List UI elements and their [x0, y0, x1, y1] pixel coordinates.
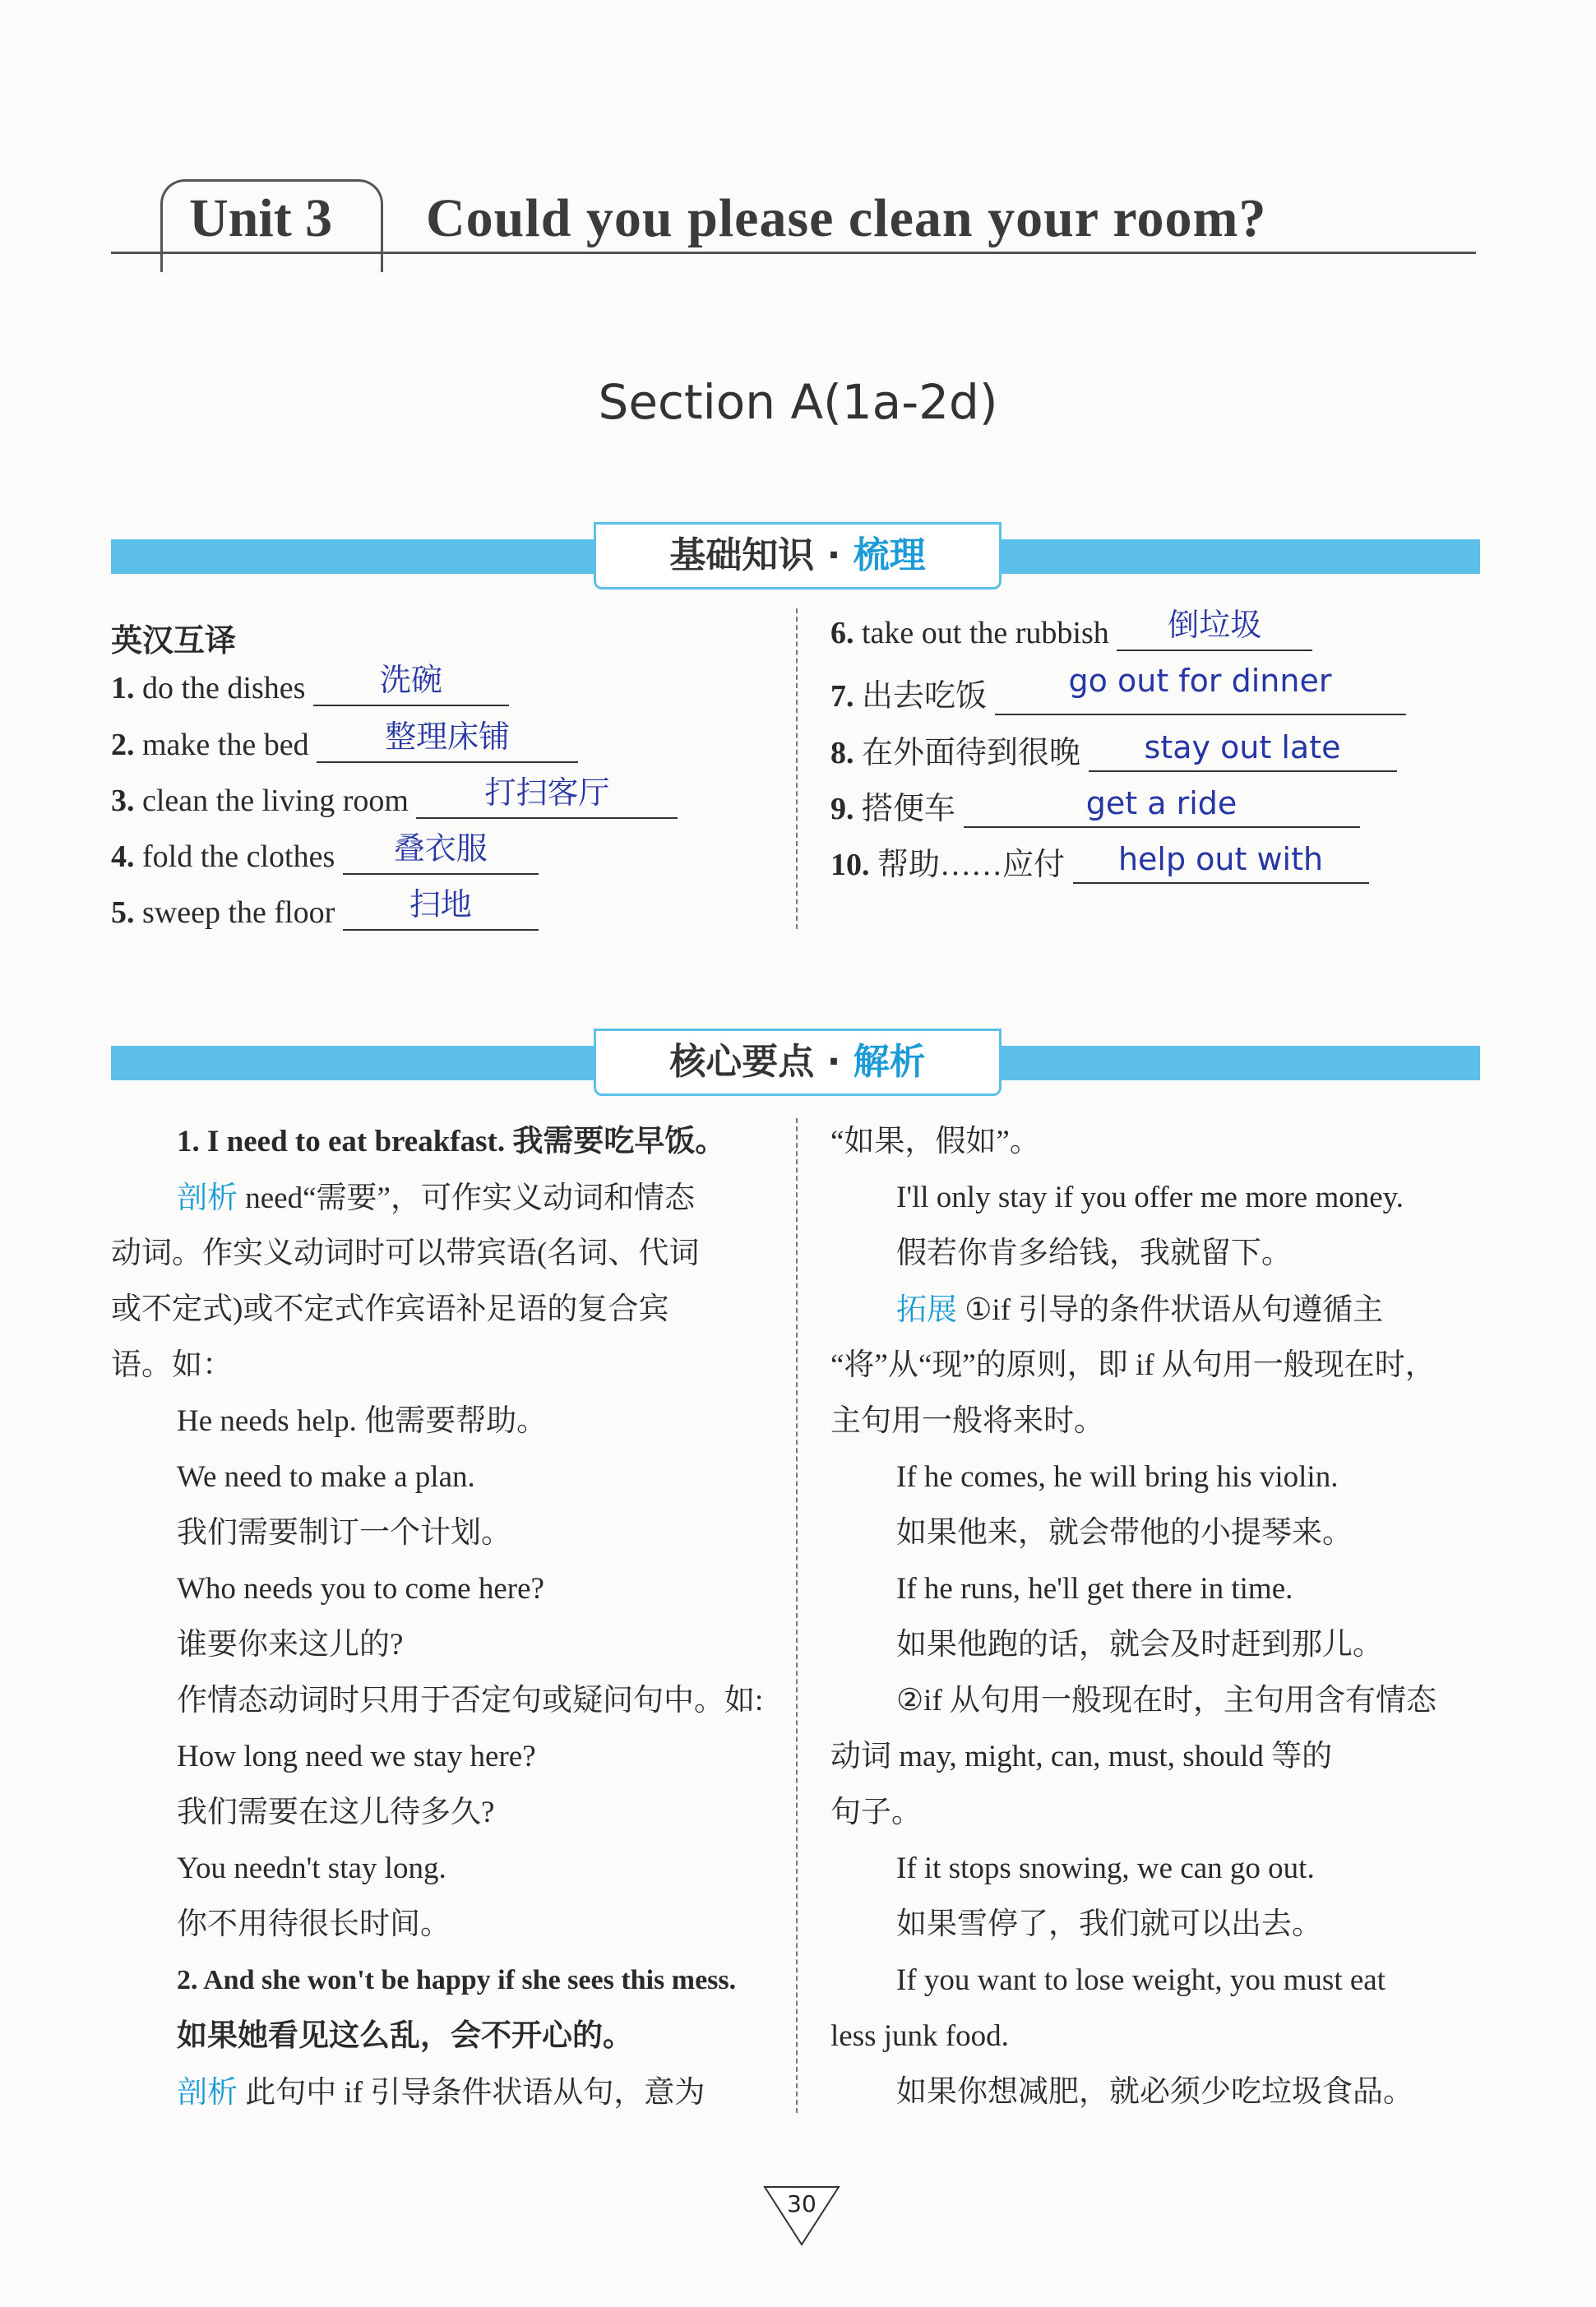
point-2-translation: 如果她看见这么乱，会不开心的。 [177, 2019, 633, 2053]
vocab-item-5: 5. sweep the floor 扫地 [111, 895, 539, 931]
page-number: 30 [787, 2190, 817, 2217]
answer: get a ride [1085, 785, 1237, 821]
example-line: He needs help. 他需要帮助。 [177, 1404, 548, 1438]
answer: 打扫客厅 [484, 774, 610, 811]
answer: 洗碗 [379, 662, 442, 698]
extension-line: 动词 may, might, can, must, should 等的 [830, 1740, 1333, 1773]
example-line: 如果他跑的话，就会及时赶到那儿。 [896, 1628, 1383, 1662]
example-line: I'll only stay if you offer me more money. [896, 1181, 1404, 1214]
vocab-item-10: 10. 帮助……应付 help out with [830, 839, 1369, 884]
vocab-item-2: 2. make the bed 整理床铺 [111, 727, 578, 763]
vocab-item-7: 7. 出去吃饭 go out for dinner [830, 670, 1406, 715]
vocab-item-3: 3. clean the living room 打扫客厅 [111, 783, 678, 819]
analysis-line: 剖析 此句中 if 引导条件状语从句，意为 [177, 2074, 705, 2110]
example-line: Who needs you to come here? [177, 1572, 544, 1606]
example-line: 如果你想减肥，就必须少吃垃圾食品。 [896, 2075, 1413, 2109]
analysis-tag: 剖析 [177, 2074, 238, 2110]
column-divider [796, 1118, 798, 2113]
extension-line: 主句用一般将来时。 [830, 1404, 1104, 1438]
analysis-line: 剖析 need“需要”，可作实义动词和情态 [177, 1180, 695, 1215]
analysis-line: “如果，假如”。 [830, 1125, 1040, 1158]
banner-1-highlight: 梳理 [853, 534, 926, 576]
vocab-item-8: 8. 在外面待到很晚 stay out late [830, 727, 1397, 772]
example-line: How long need we stay here? [177, 1740, 536, 1773]
example-line: 假若你肯多给钱，我就留下。 [896, 1237, 1292, 1270]
section-title: Section A(1a-2d) [598, 374, 998, 430]
extension-line: ②if 从句用一般现在时，主句用含有情态 [896, 1684, 1437, 1718]
banner-badge-1 [594, 522, 1002, 589]
extension-line: 拓展 ①if 引导的条件状语从句遵循主 [896, 1292, 1384, 1327]
analysis-line: 语。如： [111, 1348, 233, 1382]
banner-badge-2 [594, 1029, 1002, 1096]
example-line: 谁要你来这儿的? [177, 1628, 404, 1662]
vocab-item-1: 1. do the dishes 洗碗 [111, 670, 509, 706]
analysis-line: 动词。作实义动词时可以带宾语(名词、代词 [111, 1237, 700, 1270]
answer: 整理床铺 [385, 719, 511, 755]
answer: help out with [1117, 841, 1324, 877]
answer: 叠衣服 [393, 830, 488, 867]
answer: 倒垃圾 [1168, 607, 1262, 643]
example-line: 如果他来，就会带他的小提琴来。 [896, 1516, 1353, 1550]
example-line: If he comes, he will bring his violin. [896, 1460, 1339, 1494]
analysis-line: 或不定式)或不定式作宾语补足语的复合宾 [111, 1292, 669, 1326]
point-2-heading: 2. And she won't be happy if she sees this mess. [177, 1965, 737, 1995]
answer: go out for dinner [1068, 663, 1332, 699]
vocab-item-9: 9. 搭便车 get a ride [830, 783, 1360, 828]
extension-line: 句子。 [830, 1796, 922, 1829]
extension-line: “将”从“现”的原则，即 if 从句用一般现在时， [830, 1348, 1436, 1382]
analysis-line: 作情态动词时只用于否定句或疑问句中。如: [177, 1684, 764, 1718]
vocab-divider [796, 608, 798, 929]
banner-2-label: 核心要点 · [669, 1041, 854, 1083]
example-line: You needn't stay long. [177, 1852, 446, 1885]
banner-1-label: 基础知识 · [669, 534, 854, 576]
extension-tag: 拓展 [896, 1292, 957, 1327]
unit-title: Could you please clean your room? [426, 188, 1267, 248]
example-line: We need to make a plan. [177, 1460, 475, 1494]
example-line: 我们需要制订一个计划。 [177, 1516, 511, 1550]
example-line: 我们需要在这儿待多久? [177, 1796, 495, 1829]
example-line: If it stops snowing, we can go out. [896, 1852, 1315, 1885]
banner-2-highlight: 解析 [853, 1041, 926, 1083]
example-line: less junk food. [830, 2019, 1009, 2053]
example-line: If you want to lose weight, you must eat [896, 1963, 1386, 1997]
analysis-tag: 剖析 [177, 1180, 238, 1215]
example-line: 如果雪停了，我们就可以出去。 [896, 1907, 1322, 1941]
example-line: If he runs, he'll get there in time. [896, 1572, 1293, 1606]
vocab-item-4: 4. fold the clothes 叠衣服 [111, 839, 539, 875]
point-1-heading: 1. I need to eat breakfast. 我需要吃早饭。 [177, 1125, 726, 1158]
unit-label: Unit 3 [189, 188, 333, 248]
vocab-item-6: 6. take out the rubbish 倒垃圾 [830, 615, 1312, 651]
answer: 扫地 [409, 886, 472, 922]
example-line: 你不用待很长时间。 [177, 1907, 451, 1941]
title-underline [111, 252, 1476, 254]
answer: stay out late [1144, 729, 1341, 765]
vocab-heading: 英汉互译 [111, 622, 237, 659]
